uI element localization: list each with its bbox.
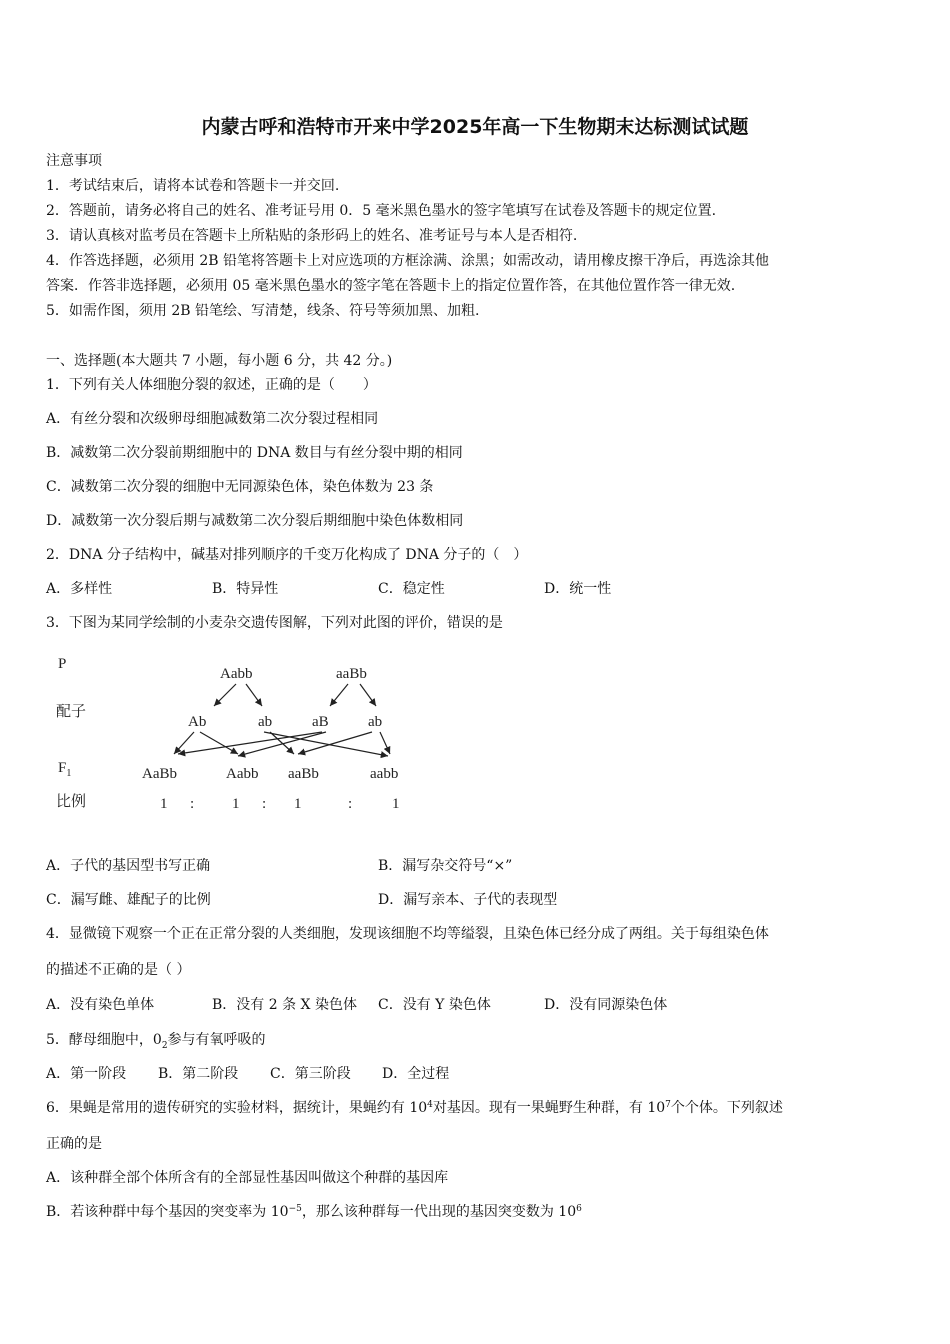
- notice-item: 答案．作答非选择题，必须用 05 毫米黑色墨水的签字笔在答题卡上的指定位置作答，在其他位置作答一律无效.: [46, 278, 736, 294]
- gamete-1: Ab: [188, 714, 207, 730]
- row-label-f1: $F_1$: [58, 760, 72, 779]
- question-1-option-d: D．减数第一次分裂后期与减数第二次分裂后期细胞中染色体数相同: [46, 513, 464, 529]
- question-3-stem: 3．下图为某同学绘制的小麦杂交遗传图解，下列对此图的评价，错误的是: [46, 615, 503, 631]
- gamete-2: ab: [258, 714, 273, 730]
- offspring-2: Aabb: [226, 766, 259, 782]
- row-label-gamete: 配子: [56, 704, 87, 720]
- question-4-stem: 4．显微镜下观察一个正在正常分裂的人类细胞，发现该细胞不均等缢裂，且染色体已经分成了两组。关于每组染色体: [46, 926, 769, 942]
- question-5-option-b: B．第二阶段: [158, 1066, 239, 1082]
- question-2-stem: 2．DNA 分子结构中，碱基对排列顺序的千变万化构成了 DNA 分子的（ ）: [46, 547, 528, 563]
- row-label-ratio: 比例: [56, 794, 87, 810]
- question-5-option-a: A．第一阶段: [46, 1066, 127, 1082]
- question-2-option-b: B．特异性: [212, 581, 279, 597]
- notice-item: 4．作答选择题，必须用 2B 铅笔将答题卡上对应选项的方框涂满、涂黑；如需改动，请用橡皮擦干净后，再选涂其他: [46, 253, 769, 269]
- notice-item: 2．答题前，请务必将自己的姓名、准考证号用 0．5 毫米黑色墨水的签字笔填写在试卷及答题卡的规定位置.: [46, 203, 717, 219]
- question-1-option-c: C．减数第二次分裂的细胞中无同源染色体，染色体数为 23 条: [46, 479, 434, 495]
- offspring-1: AaBb: [142, 766, 177, 782]
- question-6-stem: 6．果蝇是常用的遗传研究的实验材料，据统计，果蝇约有 $10^4$对基因。现有一果蝇野生种群，有 $10^7$个个体。下列叙述: [46, 1100, 783, 1116]
- parent-2-genotype: aaBb: [336, 666, 367, 682]
- ratio-value: 1: [232, 796, 240, 812]
- question-6-stem-cont: 正确的是: [46, 1136, 102, 1152]
- gamete-4: ab: [368, 714, 383, 730]
- question-3-option-d: D．漏写亲本、子代的表现型: [378, 892, 558, 908]
- ratio-value: 1: [160, 796, 168, 812]
- question-6-option-a: A．该种群全部个体所含有的全部显性基因叫做这个种群的基因库: [46, 1170, 449, 1186]
- ratio-colon: :: [348, 796, 353, 812]
- ratio-colon: :: [190, 796, 195, 812]
- notice-heading: 注意事项: [46, 153, 102, 169]
- question-4-stem-cont: 的描述不正确的是（ ）: [46, 962, 191, 978]
- gamete-to-offspring-arrows: [174, 732, 390, 756]
- section-heading: 一、选择题(本大题共 7 小题，每小题 6 分，共 42 分。): [46, 353, 393, 369]
- question-4-option-c: C．没有 Y 染色体: [378, 997, 491, 1013]
- notice-item: 3．请认真核对监考员在答题卡上所粘贴的条形码上的姓名、准考证号与本人是否相符.: [46, 228, 578, 244]
- ratio-colon: :: [262, 796, 267, 812]
- notice-item: 1．考试结束后，请将本试卷和答题卡一并交回.: [46, 178, 340, 194]
- question-1-stem: 1．下列有关人体细胞分裂的叙述，正确的是（ ）: [46, 377, 377, 393]
- ratio-value: 1: [294, 796, 302, 812]
- parent-1-genotype: Aabb: [220, 666, 253, 682]
- offspring-4: aabb: [370, 766, 399, 782]
- question-1-option-a: A．有丝分裂和次级卵母细胞减数第二次分裂过程相同: [46, 411, 379, 427]
- ratio-value: 1: [392, 796, 400, 812]
- question-5-stem: 5．酵母细胞中，$0_2$参与有氧呼吸的: [46, 1032, 266, 1051]
- question-1-option-b: B．减数第二次分裂前期细胞中的 DNA 数目与有丝分裂中期的相同: [46, 445, 463, 461]
- question-4-option-a: A．没有染色单体: [46, 997, 155, 1013]
- question-4-option-d: D．没有同源染色体: [544, 997, 668, 1013]
- row-label-p: P: [58, 656, 67, 672]
- question-3-option-b: B．漏写杂交符号“×”: [378, 858, 513, 874]
- page-title: 内蒙古呼和浩特市开来中学2025年高一下生物期末达标测试试题: [201, 116, 749, 138]
- question-5-option-c: C．第三阶段: [270, 1066, 351, 1082]
- offspring-3: aaBb: [288, 766, 319, 782]
- question-2-option-d: D．统一性: [544, 581, 612, 597]
- question-6-option-b: B．若该种群中每个基因的突变率为 $10^{-5}$，那么该种群每一代出现的基因突变数为 $10^6$: [46, 1204, 582, 1220]
- question-4-option-b: B．没有 2 条 X 染色体: [212, 997, 357, 1013]
- gamete-3: aB: [312, 714, 329, 730]
- notice-item: 5．如需作图，须用 2B 铅笔绘、写清楚，线条、符号等须加黑、加粗.: [46, 303, 480, 319]
- genetic-cross-diagram: [50, 648, 430, 823]
- question-3-option-a: A．子代的基因型书写正确: [46, 858, 211, 874]
- question-2-option-a: A．多样性: [46, 581, 113, 597]
- question-5-option-d: D．全过程: [382, 1066, 450, 1082]
- question-3-option-c: C．漏写雌、雄配子的比例: [46, 892, 211, 908]
- question-2-option-c: C．稳定性: [378, 581, 445, 597]
- parent-to-gamete-arrows: [214, 684, 376, 706]
